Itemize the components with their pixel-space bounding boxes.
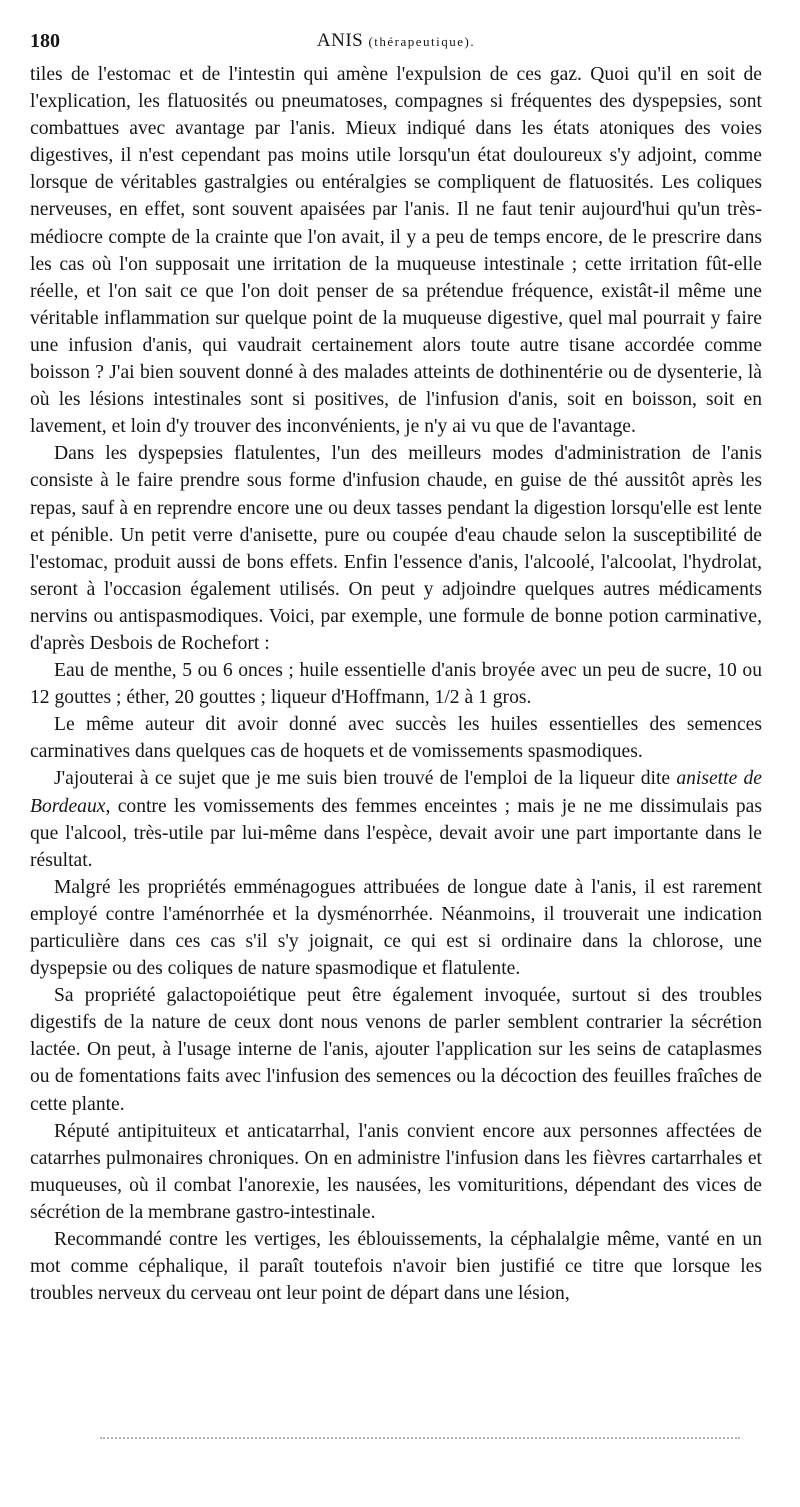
formula-paragraph: Eau de menthe, 5 ou 6 onces ; huile essentielle d'anis broyée avec un peu de sucre, 10 ou 12 gouttes ; éther, 20 gouttes ; liqueur d'Hoffmann, 1/2 à 1 gros. — [30, 660, 762, 709]
paragraph: Recommandé contre les vertiges, les éblouissements, la céphalalgie même, vanté en un mot comme céphalique, il paraît toutefois n'avoir bien justifié ce titre que lorsque les troubles nerveux du cerveau ont leur point de départ dans une lésion, — [30, 1229, 762, 1305]
page-number: 180 — [30, 30, 60, 52]
body-text — [30, 61, 762, 1307]
italic-term: anisette de Bordeaux — [30, 768, 762, 817]
paragraph: Réputé antipituiteux et anticatarrhal, l'anis convient encore aux personnes affectées de catarrhes pulmonaires chroniques. On en administre l'infusion dans les fièvres cartarrhales et muqueuses, où il combat l'anorexie, les nausées, les vomituritions, dépendant des vices de sécrétion de la membrane gastro-intestinale. — [30, 1120, 762, 1223]
running-title-sub: (thérapeutique). — [368, 34, 476, 49]
paragraph-text: J'ajouterai à ce sujet que je me suis bien trouvé de l'emploi de la liqueur dite — [54, 768, 671, 790]
paragraph: Malgré les propriétés emménagogues attribuées de longue date à l'anis, il est rarement employé contre l'aménorrhée et la dysménorrhée. Néanmoins, il trouverait une indication particulière dans ces cas s'il s'y joignait, ce qui est si ordinaire dans la chlorose, une dyspepsie ou des coliques de nature spasmodique et flatulente. — [30, 876, 762, 980]
paragraph: tiles de l'estomac et de l'intestin qui amène l'expulsion de ces gaz. Quoi qu'il en soit de l'explication, les flatuosités ou pneumatoses, compagnes si fréquentes des dyspepsies, sont combattues avec avantage par l'anis. Mieux indiqué dans les états atoniques des voies digestives, il n'est cependant pas moins utile lorsqu'un état douloureux s'y adjoint, comme lorsque de véritables gastralgies ou entéralgies se compliquent de flatuosités. Les coliques nerveuses, en effet, sont souvent apaisées par l'anis. Il ne faut tenir aujourd'hui qu'un très-médiocre compte de la crainte que l'on avait, il y a peu de temps encore, de le prescrire dans les cas où l'on supposait une irritation de la muqueuse intestinale ; cette irritation fût-elle réelle, et l'on sait ce que l'on doit penser de sa prétendue fréquence, existât-il même une véritable inflammation sur quelque point de la muqueuse digestive, quel mal pourrait y faire une infusion d'anis, qui vaudrait certainement alors toute autre tisane accordée comme boisson ? J'ai bien souvent donné à des malades atteints de dothinentérie ou de dysenterie, là où les lésions intestinales sont si positives, de l'infusion d'anis, soit en boisson, soit en lavement, et loin d'y trouver des inconvénients, je n'y ai vu que de l'avantage. — [30, 64, 762, 438]
paragraph: Le même auteur dit avoir donné avec succès les huiles essentielles des semences carminatives dans quelques cas de hoquets et de vomissements spasmodiques. — [30, 714, 762, 763]
page — [30, 30, 762, 1480]
running-title — [30, 30, 762, 52]
footer-rule — [100, 1437, 740, 1441]
running-title-main: ANIS — [316, 30, 364, 51]
paragraph — [30, 765, 762, 873]
paragraph-text: , contre les vomissements des femmes enceintes ; mais je ne me dissimulais pas que l'alcool, très-utile par lui-même dans l'espèce, devait avoir une part importante dans le résultat. — [30, 795, 762, 871]
page-header — [30, 30, 762, 54]
paragraph: Dans les dyspepsies flatulentes, l'un des meilleurs modes d'administration de l'anis consiste à le faire prendre sous forme d'infusion chaude, en guise de thé aussitôt après les repas, sauf à en reprendre encore une ou deux tasses pendant la digestion lorsqu'elle est lente et pénible. Un petit verre d'anisette, pure ou coupée d'eau chaude selon la susceptibilité de l'estomac, produit aussi de bons effets. Enfin l'essence d'anis, l'alcoolé, l'alcoolat, l'hydrolat, seront à l'occasion également utilisés. On peut y adjoindre quelques autres médicaments nervins ou antispasmodiques. Voici, par exemple, une formule de bonne potion carminative, d'après Desbois de Rochefort : — [30, 443, 762, 654]
paragraph: Sa propriété galactopoiétique peut être également invoquée, surtout si des troubles digestifs de la nature de ceux dont nous venons de parler semblent contrarier la sécrétion lactée. On peut, à l'usage interne de l'anis, ajouter l'application sur les seins de cataplasmes ou de fomentations faits avec l'infusion des semences ou la décoction des feuilles fraîches de cette plante. — [30, 985, 762, 1115]
